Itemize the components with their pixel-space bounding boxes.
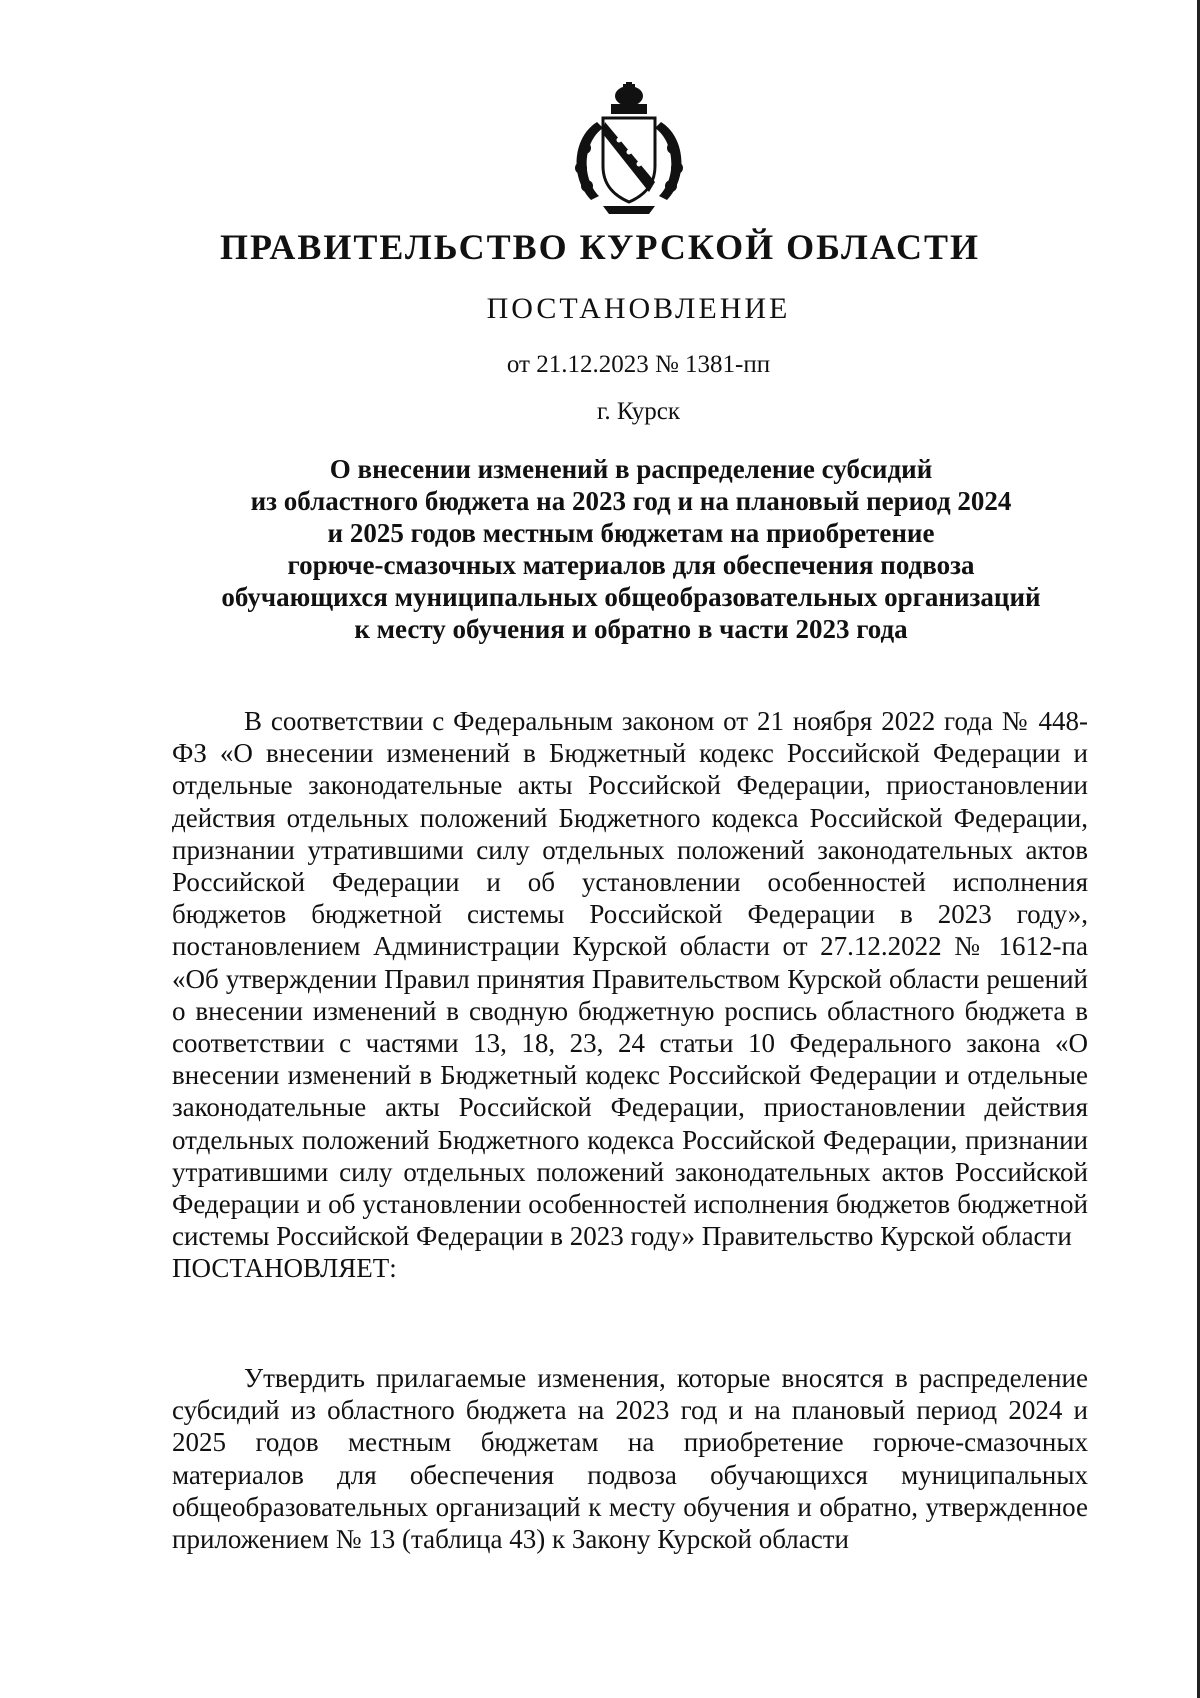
document-heading	[0, 453, 1200, 645]
heading-line: обучающихся муниципальных общеобразовательных организаций	[221, 582, 1041, 612]
document-type: ПОСТАНОВЛЕНИЕ	[486, 292, 791, 325]
resolves-word: ПОСТАНОВЛЯЕТ:	[172, 1253, 397, 1284]
heading-line: из областного бюджета на 2023 год и на плановый период 2024	[250, 486, 1012, 516]
preamble-paragraph: В соответствии с Федеральным законом от 21 ноября 2022 года № 448-ФЗ «О внесении изменений в Бюджетный кодекс Российской Федерации и отдельные законодательные акты Российской Федерации, приостановлении действия отдельных положений Бюджетного кодекса Российской Федерации, признании утратившими силу отдельных положений законодательных актов Российской Федерации и об установлении особенностей исполнения бюджетов бюджетной системы Российской Федерации в 2023 году», постановлением Администрации Курской области от 27.12.2022 № 1612-па «Об утверждении Правил принятия Правительством Курской области решений о внесении изменений в сводную бюджетную роспись областного бюджета в соответствии с частями 13, 18, 23, 24 статьи 10 Федерального закона «О внесении изменений в Бюджетный кодекс Российской Федерации и отдельные законодательные акты Российской Федерации, приостановлении действия отдельных положений Бюджетного кодекса Российской Федерации, признании утратившими силу отдельных положений законодательных актов Российской Федерации и об установлении особенностей исполнения бюджетов бюджетной системы Российской Федерации в 2023 году» Правительство Курской области	[172, 706, 1088, 1252]
kursk-coat-of-arms-icon	[563, 82, 695, 220]
resolution-block	[172, 1362, 1088, 1555]
government-title: ПРАВИТЕЛЬСТВО КУРСКОЙ ОБЛАСТИ	[219, 227, 981, 267]
document-number: от 21.12.2023 № 1381-пп	[506, 351, 771, 378]
resolution-paragraph: Утвердить прилагаемые изменения, которые вносятся в распределение субсидий из областного бюджета на 2023 год и на плановый период 2024 и 2025 годов местным бюджетам на приобретение горюче-смазочных материалов для обеспечения подвоза обучающихся муниципальных общеобразовательных организаций к месту обучения и обратно, утвержденное приложением № 13 (таблица 43) к Закону Курской области	[172, 1363, 1088, 1555]
heading-line: к месту обучения и обратно в части 2023 года	[354, 614, 908, 644]
heading-line: горюче-смазочных материалов для обеспечения подвоза	[287, 550, 975, 580]
document-city: г. Курск	[597, 398, 680, 425]
heading-line: О внесении изменений в распределение субсидий	[329, 454, 933, 484]
heading-line: и 2025 годов местным бюджетам на приобретение	[327, 518, 935, 548]
preamble-block	[172, 705, 1088, 1285]
